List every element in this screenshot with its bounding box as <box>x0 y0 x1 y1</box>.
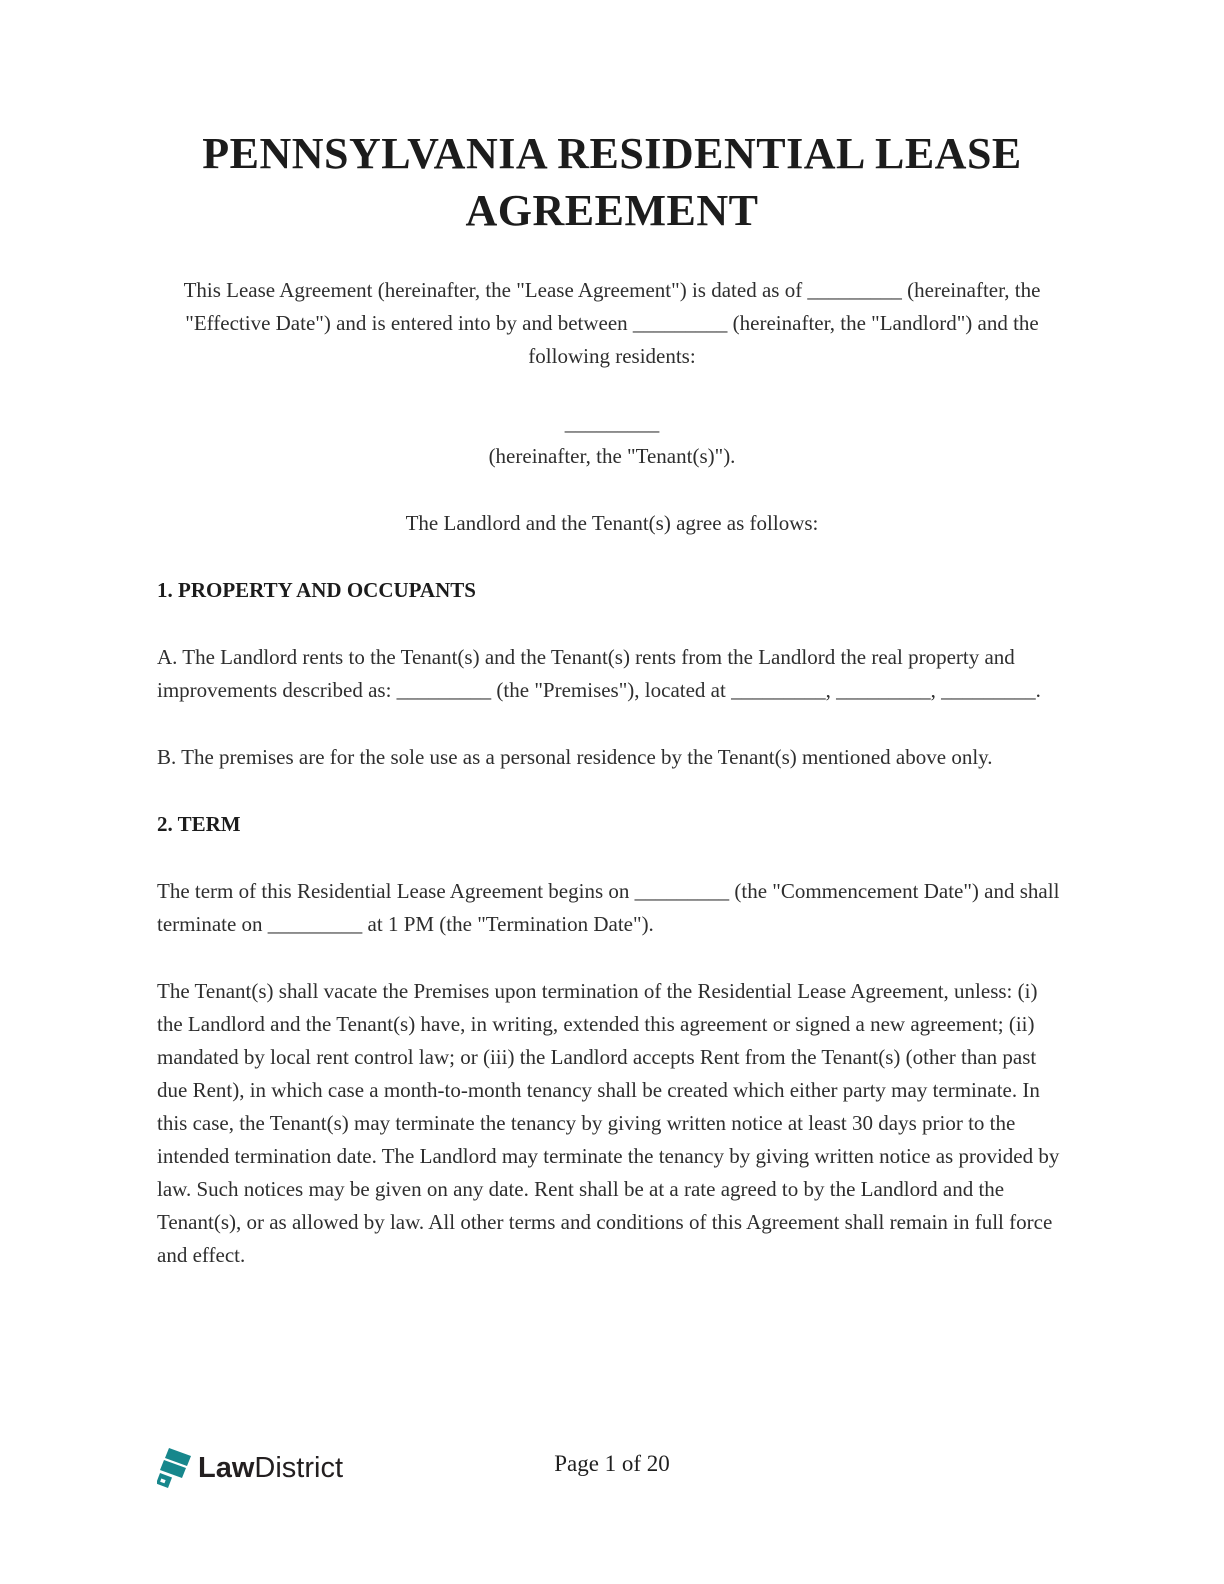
document-content <box>157 0 1067 1306</box>
page-footer <box>0 1444 1224 1494</box>
document-title-line-2: AGREEMENT <box>465 186 759 235</box>
intro-paragraph: This Lease Agreement (hereinafter, the "Lease Agreement") is dated as of _________ (hereinafter, the "Effective Date") and is entered into by and between _________ (hereinafter, the "Landlord") and the following residents: <box>183 278 1041 368</box>
tenant-designation: (hereinafter, the "Tenant(s)"). <box>488 444 736 468</box>
tenant-name-block <box>157 407 1067 473</box>
agreement-lead: The Landlord and the Tenant(s) agree as follows: <box>405 511 819 535</box>
tenant-name-blank: _________ <box>564 411 660 435</box>
lawdistrict-logo-law: Law <box>198 1452 255 1484</box>
section-heading-property-and-occupants: 1. PROPERTY AND OCCUPANTS <box>157 578 476 602</box>
clause-term-dates: The term of this Residential Lease Agreement begins on _________ (the "Commencement Date") and shall terminate on _________ at 1 PM (the "Termination Date"). <box>157 879 1060 936</box>
section-heading-term: 2. TERM <box>157 812 241 836</box>
clause-property-b: B. The premises are for the sole use as a personal residence by the Tenant(s) mentioned above only. <box>157 745 993 769</box>
document-title <box>157 125 1067 239</box>
lawdistrict-logo-district: District <box>254 1452 344 1484</box>
clause-term-vacate: The Tenant(s) shall vacate the Premises upon termination of the Residential Lease Agreement, unless: (i) the Landlord and the Tenant(s) have, in writing, extended this agreement or signed a new agreement; (ii) mandated by local rent control law; or (iii) the Landlord accepts Rent from the Tenant(s) (other than past due Rent), in which case a month-to-month tenancy shall be created which either party may terminate. In this case, the Tenant(s) may terminate the tenancy by giving written notice at least 30 days prior to the intended termination date. The Landlord may terminate the tenancy by giving written notice as provided by law. Such notices may be given on any date. Rent shall be at a rate agreed to by the Landlord and the Tenant(s), or as allowed by law. All other terms and conditions of this Agreement shall remain in full force and effect. <box>157 979 1060 1267</box>
document-title-line-1: PENNSYLVANIA RESIDENTIAL LEASE <box>202 129 1022 178</box>
page-indicator: Page 1 of 20 <box>554 1451 670 1476</box>
clause-property-a: A. The Landlord rents to the Tenant(s) and the Tenant(s) rents from the Landlord the real property and improvements described as: _________ (the "Premises"), located at _________, _________, _________. <box>157 645 1041 702</box>
